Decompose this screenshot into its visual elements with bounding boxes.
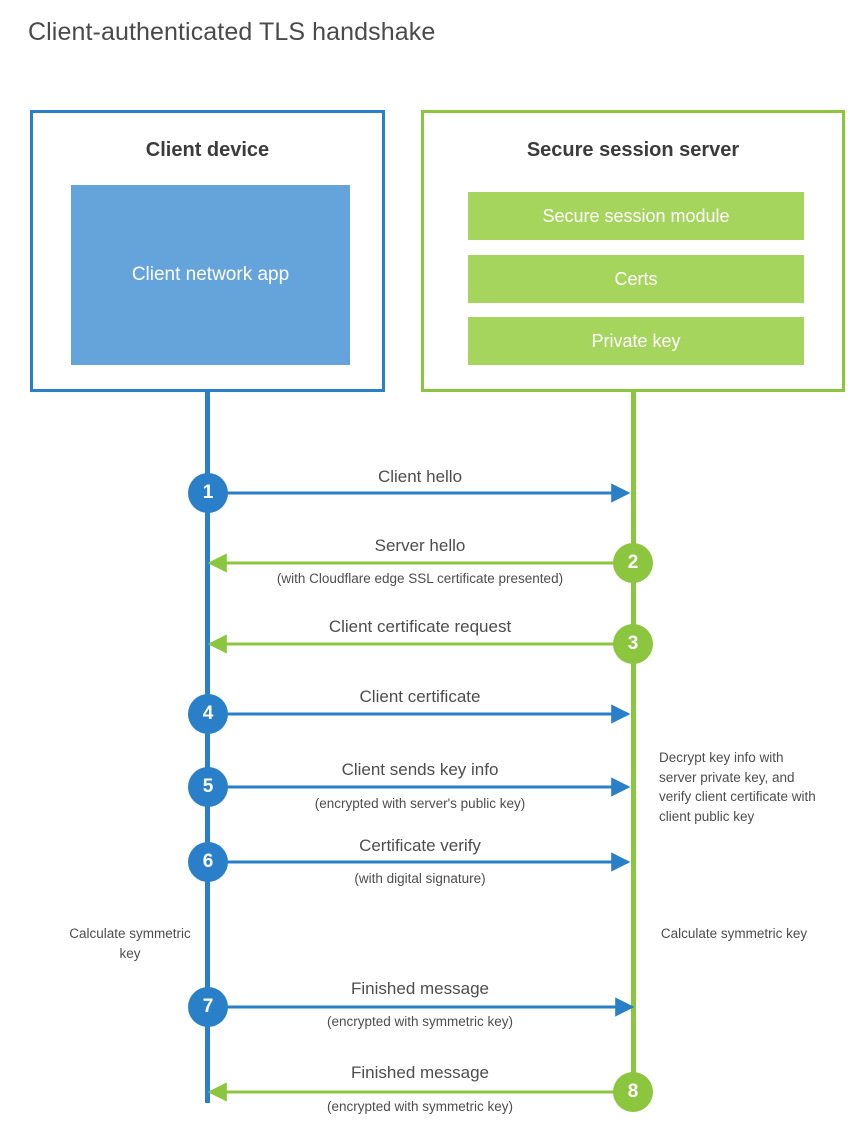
page-title: Client-authenticated TLS handshake — [28, 18, 436, 46]
note-server-calculate-symmetric-key: Calculate symmetric key — [660, 926, 808, 941]
step-label-7: Finished message — [351, 979, 489, 998]
secure-session-server-box — [421, 110, 845, 392]
client-network-app: Client network app — [71, 185, 350, 365]
step-marker-2: 2 — [613, 543, 653, 583]
server-chip-certs: Certs — [468, 255, 804, 303]
step-marker-3: 3 — [613, 624, 653, 664]
step-marker-5: 5 — [188, 767, 228, 807]
step-label-1: Client hello — [377, 467, 463, 486]
step-label-4: Client certificate — [359, 687, 481, 706]
note-server-decrypt: Decrypt key info with server private key, and verify client certificate with client public key — [659, 750, 816, 824]
server-lifeline — [631, 392, 636, 1092]
server-chip-private-key: Private key — [468, 317, 804, 365]
step-label-2: Server hello — [374, 536, 466, 555]
step-label-8: Finished message — [351, 1063, 489, 1082]
step-marker-8: 8 — [613, 1072, 653, 1112]
step-marker-6: 6 — [188, 842, 228, 882]
step-marker-1: 1 — [188, 473, 228, 513]
step-sub-7: (encrypted with symmetric key) — [326, 1014, 514, 1029]
step-sub-5: (encrypted with server's public key) — [314, 796, 526, 811]
note-client-calculate-symmetric-key: Calculate symmetric key — [69, 926, 191, 961]
client-device-box — [30, 110, 385, 392]
step-marker-7: 7 — [188, 987, 228, 1027]
step-sub-8: (encrypted with symmetric key) — [326, 1099, 514, 1114]
secure-session-server-title: Secure session server — [526, 139, 740, 161]
step-sub-2: (with Cloudflare edge SSL certificate presented) — [276, 571, 564, 586]
server-chip-secure-session-module: Secure session module — [468, 192, 804, 240]
step-label-3: Client certificate request — [328, 617, 512, 636]
step-label-6: Certificate verify — [359, 836, 481, 855]
step-sub-6: (with digital signature) — [354, 871, 486, 886]
step-label-5: Client sends key info — [341, 760, 499, 779]
step-marker-4: 4 — [188, 694, 228, 734]
client-device-title: Client device — [145, 139, 270, 161]
